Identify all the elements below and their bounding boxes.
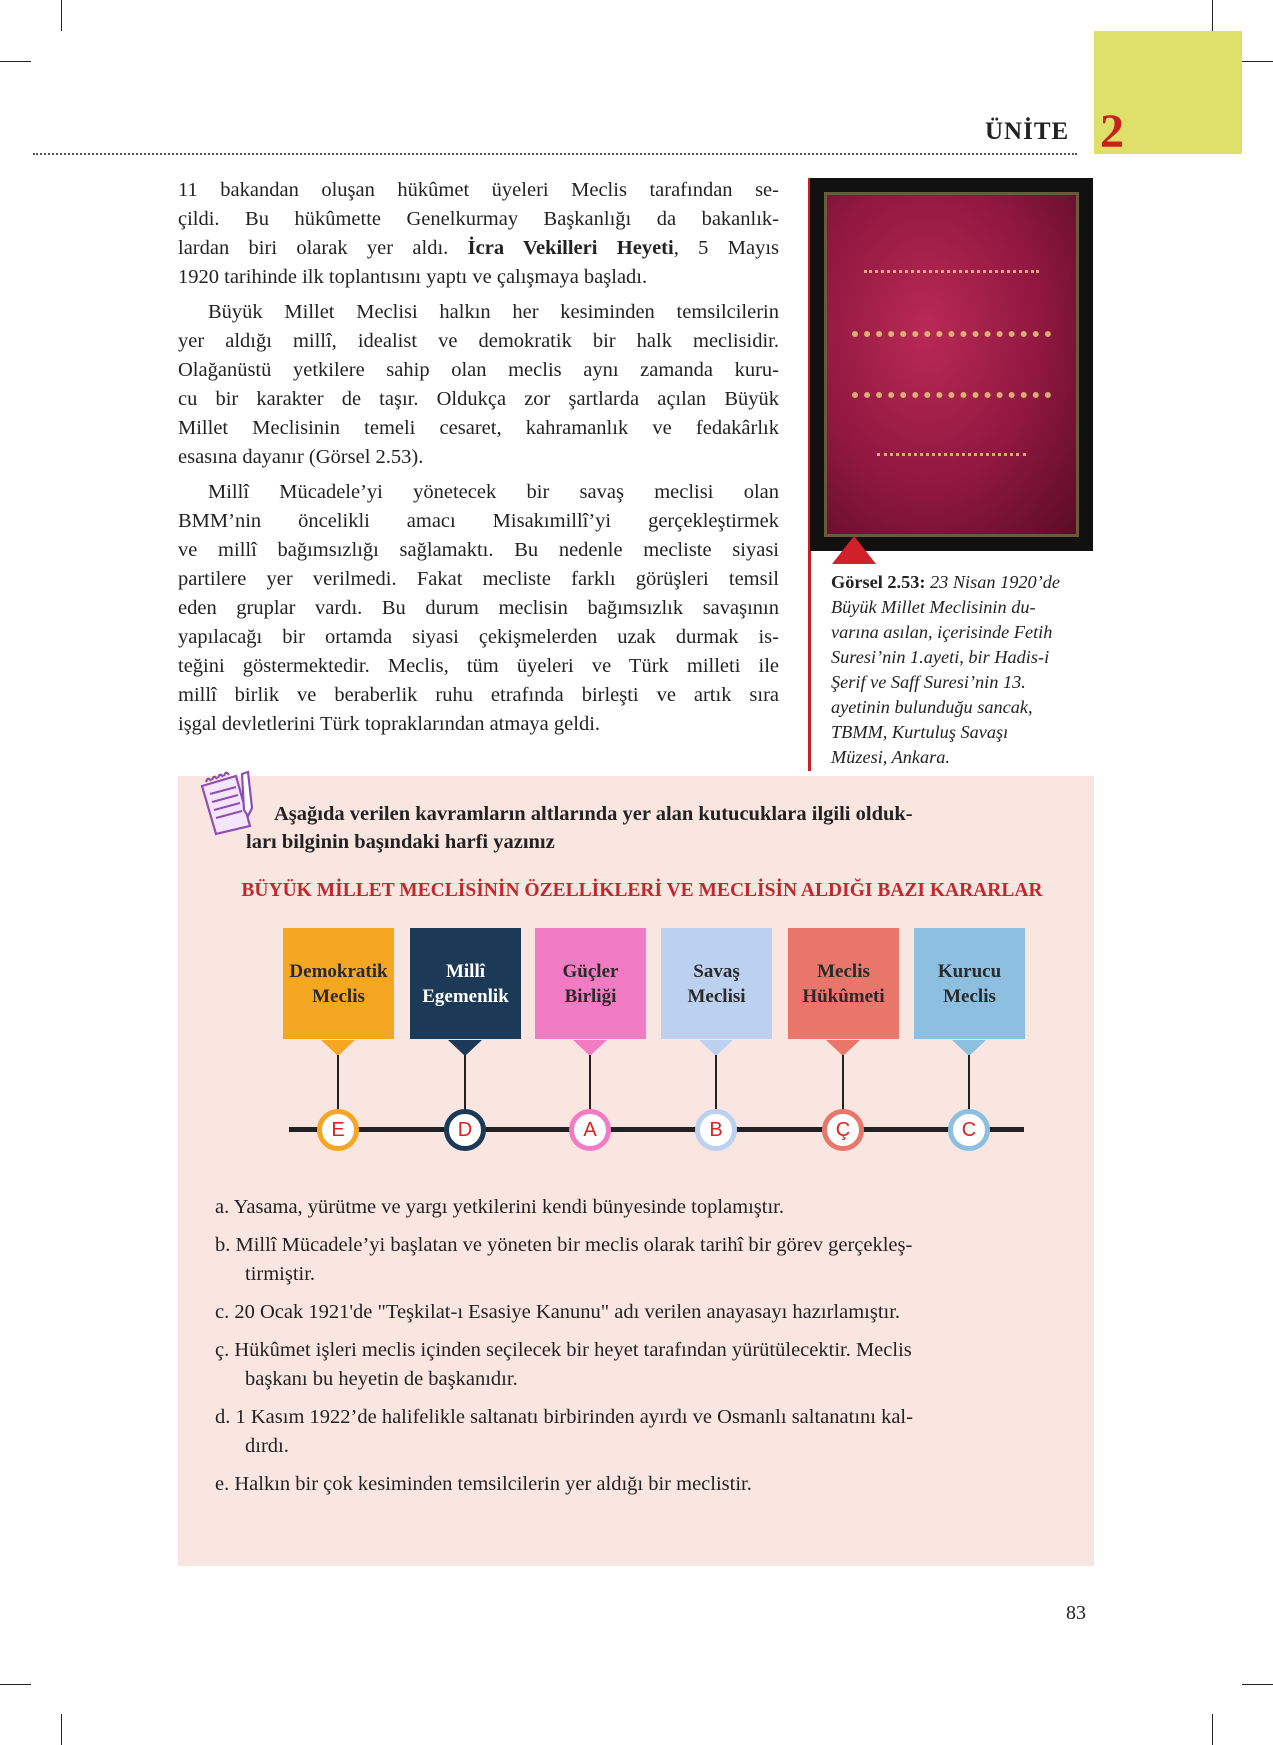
statement-line: tirmiştir. <box>245 1263 316 1285</box>
caption-line: ayetinin bulunduğu sancak, <box>831 697 1033 717</box>
text-line: işgal devletlerini Türk topraklarından atmaya geldi. <box>178 713 601 735</box>
paragraph <box>178 478 779 739</box>
concept-label-line: Birliği <box>564 985 617 1007</box>
chevron-down-icon <box>699 1040 733 1056</box>
statement-line: a. Yasama, yürütme ve yargı yetkilerini kendi bünyesinde toplamıştır. <box>215 1196 784 1218</box>
connector-line <box>715 1055 717 1110</box>
instruction-line: Aşağıda verilen kavramların altlarında yer alan kutucuklara ilgili olduk- <box>274 803 913 825</box>
concept-label <box>938 959 1001 1009</box>
text-segment: lardan biri olarak yer aldı. <box>178 237 468 259</box>
answer-circle[interactable]: C <box>948 1109 990 1151</box>
statement-list <box>215 1193 1075 1508</box>
concept-label-line: Kurucu <box>937 960 1002 982</box>
text-line: yer aldığı millî, idealist ve demokratik bir halk meclisidir. <box>178 330 779 352</box>
flag-banner <box>824 192 1079 537</box>
concept-label <box>687 959 745 1009</box>
concept-label-line: Hükûmeti <box>802 985 885 1007</box>
bold-term: İcra Vekilleri Heyeti <box>467 237 674 259</box>
text-line: esasına dayanır (Görsel 2.53). <box>178 446 424 468</box>
concept-label-line: Güçler <box>562 960 619 982</box>
chevron-down-icon <box>952 1040 986 1056</box>
text-line: BMM’nin öncelikli amacı Misakımillî’yi gerçekleştirmek <box>178 510 779 532</box>
concept-label-line: Meclis <box>817 960 870 982</box>
crop-mark <box>1212 0 1213 31</box>
concept-box <box>283 928 394 1039</box>
statement-item <box>215 1231 1075 1289</box>
paragraph <box>178 176 779 292</box>
statement-line: b. Millî Mücadele’yi başlatan ve yöneten bir meclis olarak tarihî bir görev gerçekleş- <box>215 1234 913 1256</box>
concept-box <box>535 928 646 1039</box>
flag-photo <box>810 178 1093 551</box>
statement-line: e. Halkın bir çok kesiminden temsilcilerin yer aldığı bir meclistir. <box>215 1473 752 1495</box>
concept-label-line: Savaş <box>693 960 740 982</box>
concept-label <box>422 959 509 1009</box>
statement-item <box>215 1470 1075 1499</box>
answer-circle[interactable]: Ç <box>822 1109 864 1151</box>
text-segment: , 5 Mayıs <box>673 237 780 259</box>
text-line: teğini göstermektedir. Meclis, tüm üyeleri ve Türk milleti ile <box>178 655 779 677</box>
timeline-axis <box>289 1127 1024 1132</box>
answer-circle[interactable]: E <box>317 1109 359 1151</box>
text-line: millî birlik ve beraberlik ruhu etrafında birleşti ve artık sıra <box>178 684 779 706</box>
concept-label-line: Meclisi <box>687 985 746 1007</box>
chevron-down-icon <box>448 1040 482 1056</box>
header-divider <box>33 153 1077 155</box>
answer-circle[interactable]: A <box>569 1109 611 1151</box>
statement-item <box>215 1336 1075 1394</box>
text-line: yapılacağı bir ortamda siyasi çekişmelerden uzak durmak is- <box>178 626 779 648</box>
activity-instruction <box>246 800 1074 856</box>
text-line <box>178 234 779 263</box>
text-line: Millet Meclisinin temeli cesaret, kahramanlık ve fedakârlık <box>178 417 779 439</box>
text-line: ve millî bağımsızlığı sağlamaktı. Bu nedenle mecliste siyasi <box>178 539 779 561</box>
caption-line: TBMM, Kurtuluş Savaşı <box>831 722 1009 742</box>
text-line: Olağanüstü yetkilere sahip olan meclis aynı zamanda kuru- <box>178 359 779 381</box>
statement-line: başkanı bu heyetin de başkanıdır. <box>245 1368 518 1390</box>
unit-label: ÜNİTE <box>985 118 1070 145</box>
caption-line: Büyük Millet Meclisinin du- <box>831 597 1036 617</box>
chevron-down-icon <box>826 1040 860 1056</box>
caption-label: Görsel 2.53: <box>831 572 926 592</box>
connector-line <box>842 1055 844 1110</box>
caption-line: 23 Nisan 1920’de <box>930 572 1061 592</box>
caption-pointer-icon <box>832 536 876 564</box>
answer-circle[interactable]: B <box>695 1109 737 1151</box>
statement-line: d. 1 Kasım 1922’de halifelikle saltanatı birbirinden ayırdı ve Osmanlı saltanatını kal- <box>215 1406 913 1428</box>
figure-caption <box>831 570 1101 770</box>
page-number: 83 <box>1066 1602 1086 1624</box>
connector-line <box>968 1055 970 1110</box>
caption-line: Suresi’nin 1.ayeti, bir Hadis-i <box>831 647 1050 667</box>
activity-title: BÜYÜK MİLLET MECLİSİNİN ÖZELLİKLERİ VE MECLİSİN ALDIĞI BAZI KARARLAR <box>241 880 1043 901</box>
concept-label-line: Meclis <box>312 985 365 1007</box>
crop-mark <box>1212 1714 1213 1745</box>
text-line: eden gruplar vardı. Bu durum meclisin bağımsızlık savaşının <box>178 597 779 619</box>
crop-mark <box>61 1714 62 1745</box>
crop-mark <box>0 61 31 62</box>
concept-label-line: Demokratik <box>289 960 388 982</box>
crop-mark <box>1242 1684 1273 1685</box>
text-line: 1920 tarihinde ilk toplantısını yaptı ve çalışmaya başladı. <box>178 266 648 288</box>
text-line: cu bir karakter de taşır. Oldukça zor şartlarda açılan Büyük <box>178 388 779 410</box>
concept-label-line: Meclis <box>943 985 996 1007</box>
crop-mark <box>61 0 62 31</box>
unit-number: 2 <box>1100 105 1124 158</box>
concept-box <box>661 928 772 1039</box>
concept-box <box>914 928 1025 1039</box>
statement-item <box>215 1193 1075 1222</box>
statement-line: c. 20 Ocak 1921'de "Teşkilat-ı Esasiye Kanunu" adı verilen anayasayı hazırlamıştır. <box>215 1301 901 1323</box>
concept-box <box>788 928 899 1039</box>
connector-line <box>464 1055 466 1110</box>
chevron-down-icon <box>573 1040 607 1056</box>
caption-line: Müzesi, Ankara. <box>831 747 950 767</box>
concept-label <box>802 959 884 1009</box>
answer-circle[interactable]: D <box>444 1109 486 1151</box>
concept-label-line: Egemenlik <box>422 985 509 1007</box>
connector-line <box>589 1055 591 1110</box>
concept-box <box>410 928 521 1039</box>
statement-line: dırdı. <box>245 1435 289 1457</box>
body-text <box>178 176 779 745</box>
connector-line <box>337 1055 339 1110</box>
statement-item <box>215 1298 1075 1327</box>
text-line: Millî Mücadele’yi yönetecek bir savaş meclisi olan <box>208 481 779 503</box>
text-line: çildi. Bu hükûmette Genelkurmay Başkanlığı da bakanlık- <box>178 208 779 230</box>
paragraph <box>178 298 779 472</box>
concept-label <box>289 959 387 1009</box>
text-line: 11 bakandan oluşan hükûmet üyeleri Meclis tarafından se- <box>178 179 779 201</box>
text-line: Büyük Millet Meclisi halkın her kesiminden temsilcilerin <box>208 301 779 323</box>
concept-label-line: Millî <box>445 960 486 982</box>
caption-line: varına asılan, içerisinde Fetih <box>831 622 1053 642</box>
concept-label <box>563 959 619 1009</box>
statement-item <box>215 1403 1075 1461</box>
statement-line: ç. Hükûmet işleri meclis içinden seçilecek bir heyet tarafından yürütülecektir. Meclis <box>215 1339 912 1361</box>
caption-line: Şerif ve Saff Suresi’nin 13. <box>831 672 1026 692</box>
crop-mark <box>1242 61 1273 62</box>
chevron-down-icon <box>321 1040 355 1056</box>
crop-mark <box>0 1684 31 1685</box>
instruction-line: ları bilginin başındaki harfi yazınız <box>246 831 555 853</box>
text-line: partilere yer verilmedi. Fakat mecliste farklı görüşleri temsil <box>178 568 779 590</box>
